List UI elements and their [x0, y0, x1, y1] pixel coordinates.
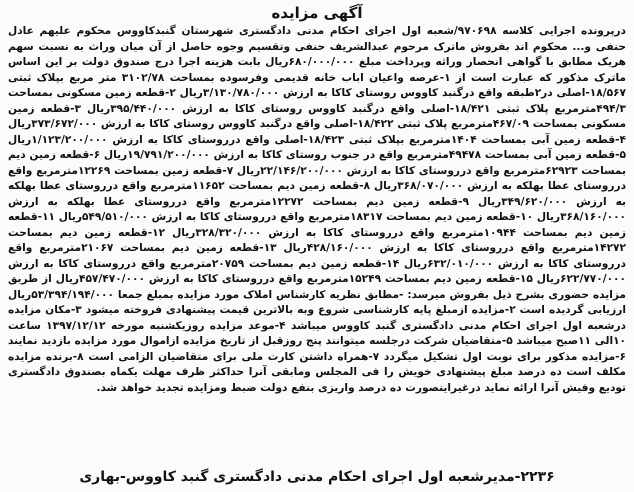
notice-title: آگهی مزایده — [271, 4, 363, 22]
notice-body: درپرونده اجرایی کلاسه ۹۷۰۶۹۸/شعبه اول اجرای احکام مدنی دادگستری شهرستان گنبدکاووس محکوم علیهم عادل حنفی و... محکوم اند بفروش ماترک مرحوم عبدالشریف حنفی وتقسیم وجوه حاصل از آن میان وراث به نسبت سهم هریک مطابق با گواهی انحصار وراثه وپرداخت مبلغ ۶۸۰/۰۰۰/۰۰۰ریال بابت هزینه اجرا درج صندوق دولت بر این اساس ماترک مذکور که عبارت است از ۱-عرصه واعیان اباب خانه قدیمی وفرسوده بمساحت ۳۱۰۲/۷۸ متر مربع بپلاک ثبتی ۱۸/۵۶۷-اصلی در۲طبقه واقع درگنبد کاووس روستای کاکا به ارزش ۳/۱۳۰/۷۸۰/۰۰۰ریال ۲-قطعه زمین مسکونی بمساحت ۴۹۴/۳مترمربع پلاک ثبتی ۱۸/۴۲۱-اصلی واقع درگنبد کاووس روستای کاکا به ارزش ۳۹۵/۴۴۰/۰۰۰ریال ۳-قطعه زمین مسکونی بمساحت ۴۶۷/۰۹مترمربع پلاک ثبتی ۱۸/۴۲۲-اصلی واقع درگنبد کاووس روستای کاکا به ارزش ۳۷۳/۶۷۲/۰۰۰ریال ۴-قطعه زمین آبی بمساحت ۱۴۰۴مترمربع بپلاک ثبتی ۱۸/۴۲۳-اصلی واقع درروستای کاکا به ارزش ۱/۱۲۳/۲۰۰/۰۰۰ریال ۵-قطعه زمین آبی بمساحت ۴۹۴۷۸مترمربع واقع در جنوب روستای کاکا به ارزش ۱۹/۷۹۱/۲۰۰/۰۰۰ریال ۶-قطعه زمین دیم بمساحت ۶۲۹۲۳مترمربع واقع درروستای کاکا به ارزش ۲۲/۱۴۶/۲۰۰/۰۰۰ریال ۷-قطعه زمین بمساحت ۱۲۲۶۹مترمربع واقع درروستای عطا بهلکه به ارزش ۳۶۸/۰۷۰/۰۰۰ریال ۸-قطعه زمین دیم بمساحت ۱۱۶۵۲مترمربع واقع درروستای عطا بهلکه به ارزش ۳۴۹/۶۲۰/۰۰۰ریال ۹-قطعه زمین دیم بمساحت ۱۲۲۷۲مترمربع واقع درروستای عطا بهلکه به ارزش ۳۶۸/۱۶۰/۰۰۰ریال ۱۰-قطعه زمین دیم بمساحت ۱۸۳۱۷مترمربع واقع درروستای کاکا به ارزش ۵۴۹/۵۱۰/۰۰۰ریال ۱۱-قطعه زمین دیم بمساحت ۱۰۹۴۴مترمربع واقع درروستای کاکا به ارزش ۳۲۸/۳۲۰/۰۰۰ریال ۱۲-قطعه زمین دیم بمساحت ۱۴۲۷۲مترمربع واقع درروستای کاکا به ارزش ۴۲۸/۱۶۰/۰۰۰ریال ۱۳-قطعه زمین دیم بمساحت ۲۱۰۶۷مترمربع واقع درروستای کاکا به ارزش ۶۳۲/۰۱۰/۰۰۰ریال ۱۴-قطعه زمین دیم بمساحت ۲۰۷۵۹مترمربع واقع درروستای کاکا به ارزش ۶۲۲/۷۷۰/۰۰۰ریال ۱۵-قطعه زمین دیم بمساحت ۱۵۲۴۹مترمربع واقع درروستای کاکا به ارزش ۴۵۷/۴۷۰/۰۰۰ریال از طریق مزایده حضوری بشرح ذیل بفروش میرسد: -مطابق نظریه کارشناس املاک مورد مزایده بمبلغ جمعا ۵۳/۳۹۴/۱۹۴/۰۰۰ریال ارزیابی گردیده است ۲-مزایده ازمبلغ پایه کارشناسی شروع وبه بالاترین قیمت پیشنهادی فروخته میشود ۳-مکان مزایده درشعبه اول اجرای احکام مدنی دادگستری گنبد کاووس میباشد ۴-موعد مزایده روزیکشنبه مورخه ۱۳۹۷/۱۲/۱۲ ساعت ۱۰الی ۱۱صبح میباشد ۵-متقاضیان شرکت درجلسه میتوانند پنج روزقبل از تاریخ مزایده ازاموال مورد مزایده بازدید نمایند ۶-مزایده مذکور برای نوبت اول تشکیل میگردد ۷-همراه داشتن کارت ملی برای متقاضیان الزامی است ۸-برنده مزایده مکلف است ده درصد مبلغ پیشنهادی خویش را فی المجلس ومابقی آنرا حداکثر ظرف مهلت یکماه بصندوق دادگستری تودیع وفیش آنرا ارائه نماید درغیراینصورت ده درصد واریزی بنفع دولت ضبط ومزایده تجدید خواهد شد. — [8, 25, 627, 394]
notice-signature: ۲۲۳۶-مدیرشعبه اول اجرای احکام مدنی دادگستری گنبد کاووس-بهاری — [79, 469, 555, 485]
